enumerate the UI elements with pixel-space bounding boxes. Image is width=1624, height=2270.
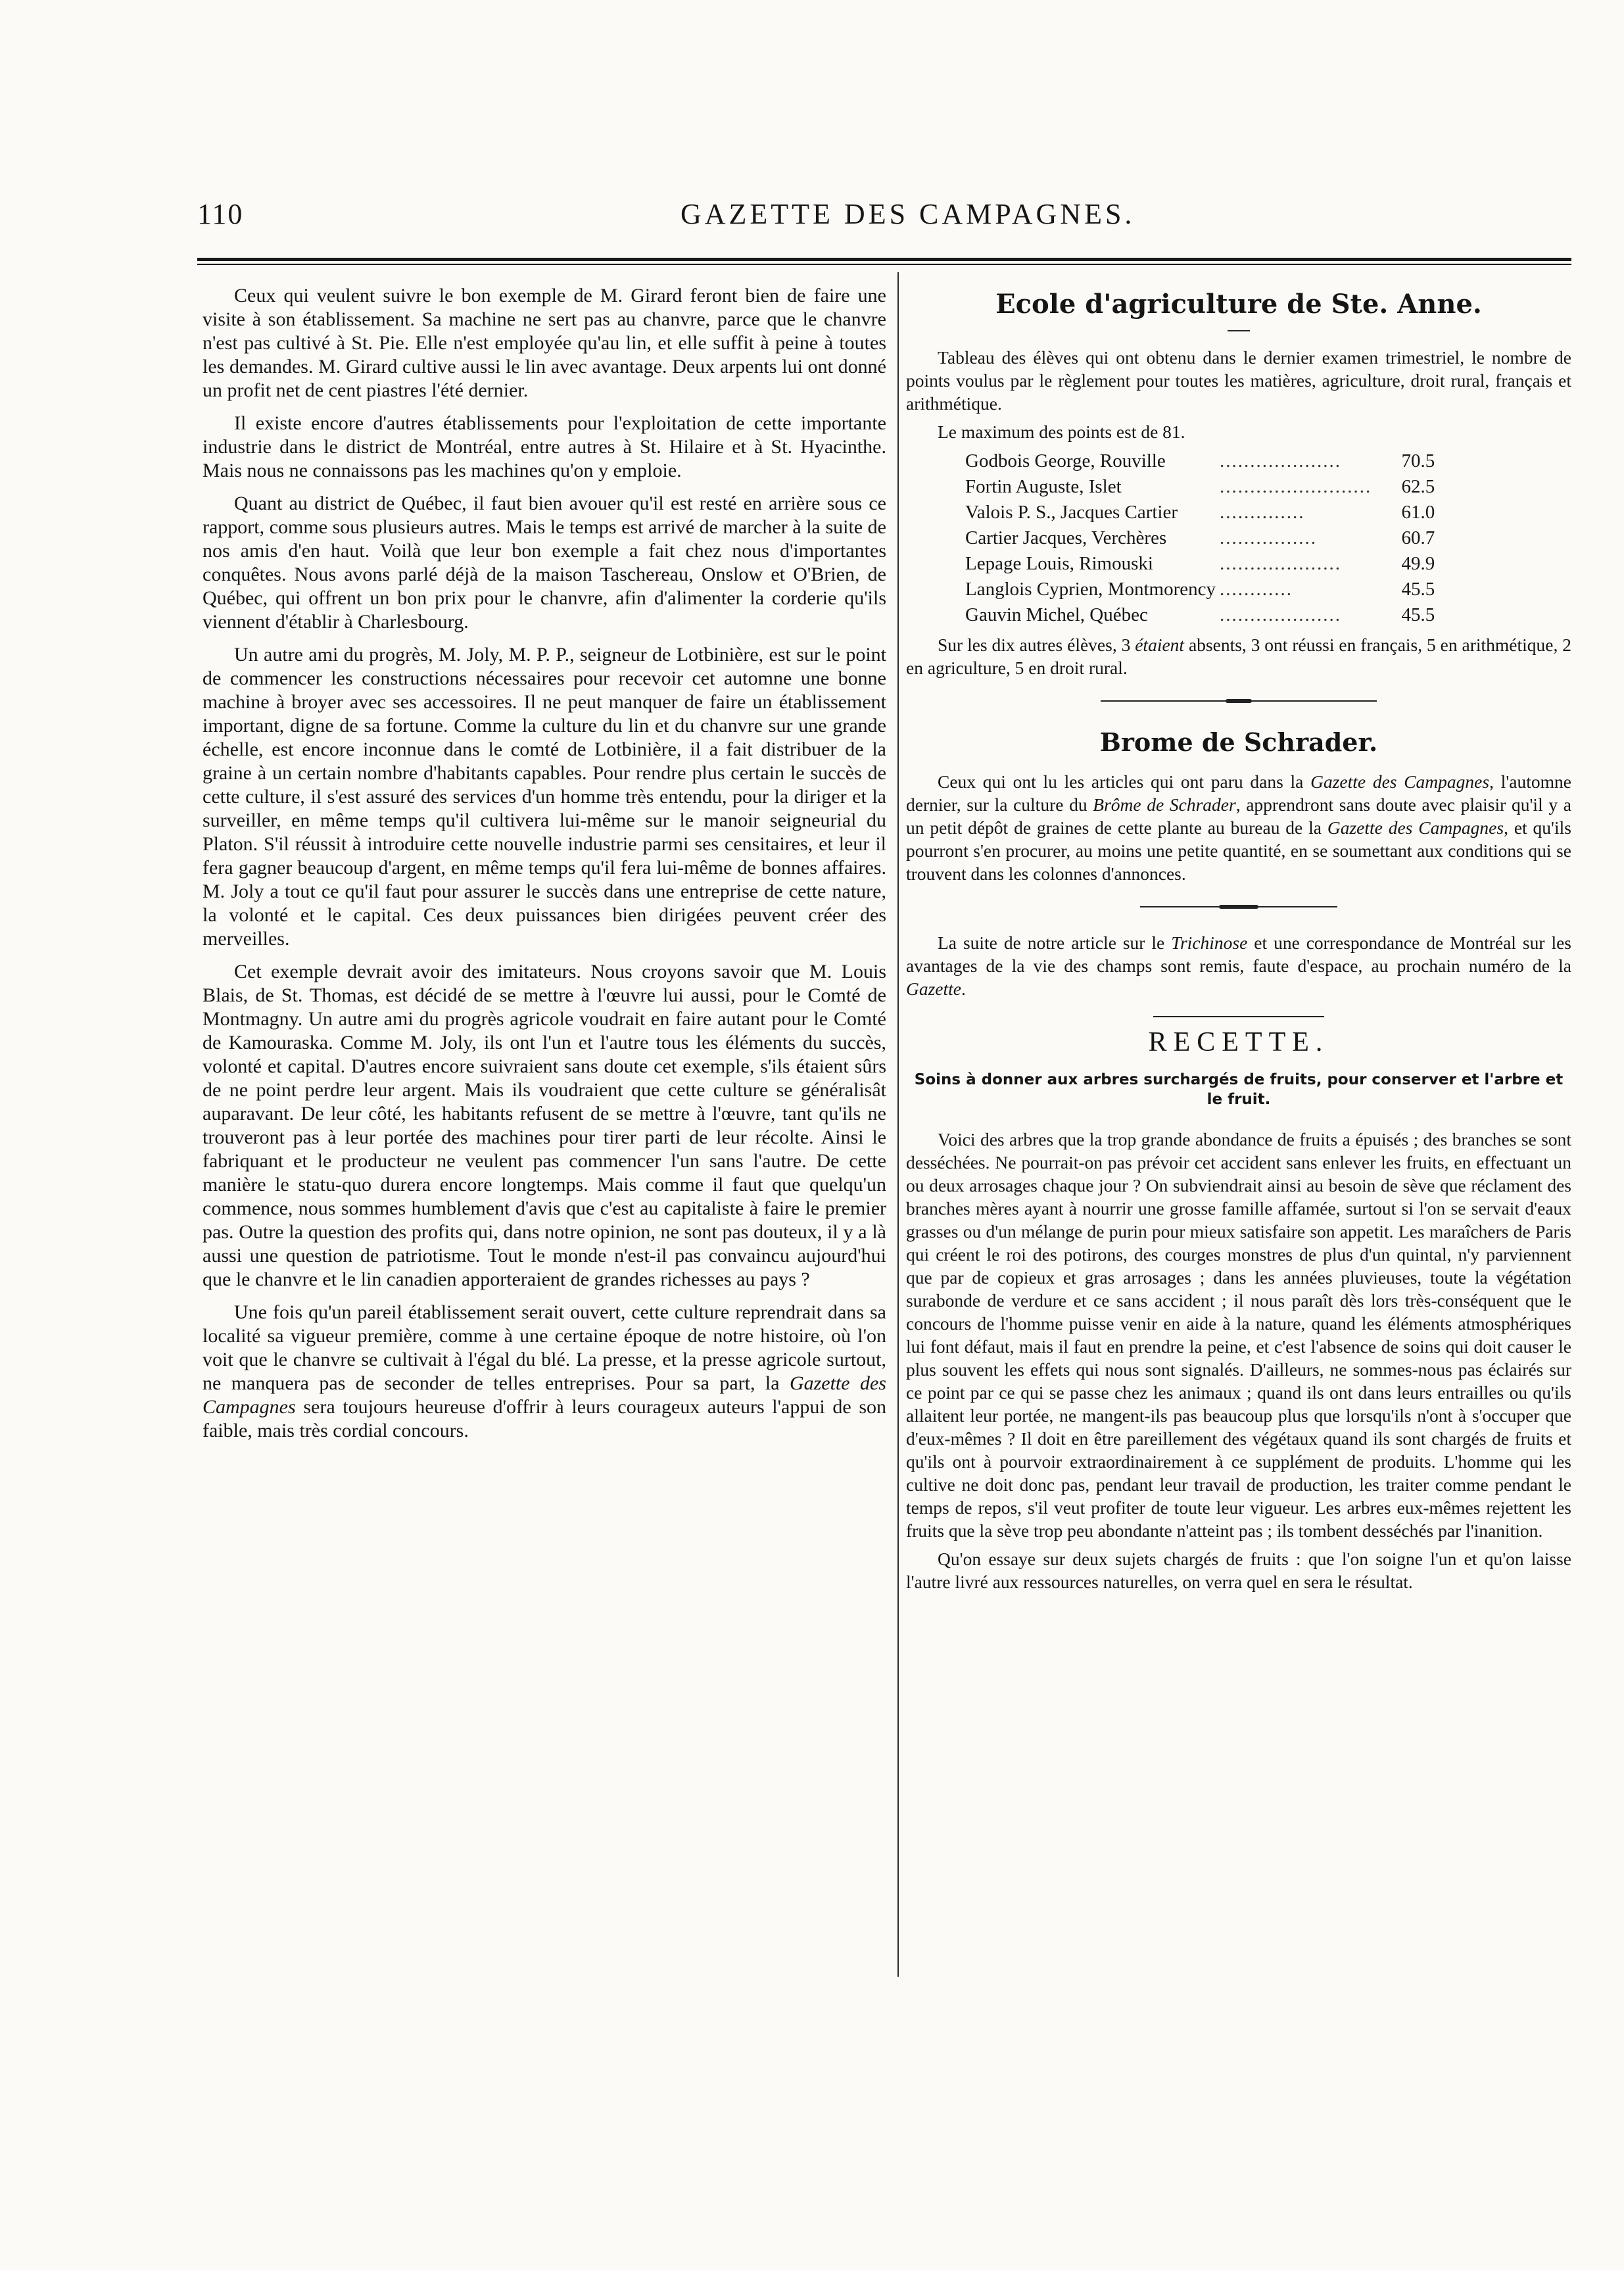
recette-subtitle: Soins à donner aux arbres surchargés de fruits, pour conserver et l'arbre et le fruit. xyxy=(914,1071,1564,1108)
student-score: 61.0 xyxy=(1401,502,1435,523)
text-run: et une correspondance de Montréal sur les avantages de la vie des champs sont remis, faute d'espace, au prochain numéro de la xyxy=(906,932,1571,976)
table-row xyxy=(965,448,1435,474)
leader-dots: ................ xyxy=(1219,527,1317,548)
student-name: Cartier Jacques, Verchères xyxy=(965,527,1167,548)
leader-dots: .................... xyxy=(1219,450,1341,471)
table-row xyxy=(965,602,1435,628)
ornament-divider xyxy=(1140,905,1337,909)
leader-dots: .............. xyxy=(1219,502,1305,523)
student-score: 45.5 xyxy=(1401,579,1435,600)
italic-run: Gazette des Campagnes xyxy=(1310,771,1490,792)
table-row xyxy=(965,500,1435,525)
student-name: Gauvin Michel, Québec xyxy=(965,604,1148,625)
text-run: . xyxy=(961,978,966,999)
text-run: , et qu'ils pourront s'en procurer, au moins une petite quantité, en se soumettant aux conditions qui se trouvent dans les colonnes d'annonces. xyxy=(906,817,1571,884)
leader-dots: ............ xyxy=(1219,579,1293,600)
left-column xyxy=(203,284,886,1452)
table-row xyxy=(965,474,1435,500)
brome-paragraph xyxy=(906,770,1571,885)
student-name: Valois P. S., Jacques Cartier xyxy=(965,502,1178,523)
page-number: 110 xyxy=(197,198,244,230)
right-column xyxy=(906,284,1571,1599)
paragraph: Ceux qui veulent suivre le bon exemple de M. Girard feront bien de faire une visite à son établissement. Sa machine ne sert pas au chanvre, parce que le chanvre n'est pas cultivé à St. Pie. Elle n'est employée qu'au lin, et elle suffit à peine à toutes les demandes. M. Girard cultive aussi le lin avec avantage. Deux arpents lui ont donné un profit net de cent piastres l'été dernier. xyxy=(203,285,886,401)
italic-run: Gazette xyxy=(906,978,962,999)
text-run: La suite de notre article sur le xyxy=(938,932,1172,953)
section-title-brome: Brome de Schrader. xyxy=(1099,727,1378,757)
ecole-outro xyxy=(906,633,1571,679)
student-name: Fortin Auguste, Islet xyxy=(965,476,1122,497)
student-score: 62.5 xyxy=(1401,476,1435,497)
student-name: Lepage Louis, Rimouski xyxy=(965,553,1153,574)
table-row xyxy=(965,577,1435,602)
paragraph: Cet exemple devrait avoir des imitateurs. Nous croyons savoir que M. Louis Blais, de St. Thomas, est décidé de se mettre à l'œuvre lui aussi, pour le Comté de Montmagny. Un autre ami du progrès agricole voudrait en faire autant pour le Comté de Kamouraska. Comme M. Joly, ils ont l'un et l'autre tous les éléments du succès, volonté et capital. D'autres encore suivraient sans doute cet exemple, s'ils étaient sûrs de ne point perdre leur argent. Mais ils voudraient que cette culture se généralisât auparavant. De leur côté, les habitants refusent de se mettre à l'œuvre, tant qu'ils ne trouveront pas à leur portée des machines pour tirer parti de leur récolte. Ainsi le fabriquant et le producteur ne veulent pas commencer l'un sans l'autre. De cette manière le statu-quo durera encore longtemps. Mais comme il faut que quelqu'un commence, nous sommes humblement d'avis que c'est au capitaliste à faire le premier pas. Outre la question des profits qui, dans notre opinion, ne sont pas douteux, il y a là aussi une question de patriotisme. Tout le monde n'est-il pas convaincu aujourd'hui que le chanvre et le lin canadien apporteraient de grandes richesses au pays ? xyxy=(203,961,886,1290)
leader-dots: ......................... xyxy=(1219,476,1372,497)
student-name: Godbois George, Rouville xyxy=(965,450,1166,471)
paragraph-last xyxy=(203,1301,886,1443)
paragraph: Il existe encore d'autres établissements pour l'exploitation de cette importante industrie dans le district de Montréal, entre autres à St. Hilaire et à St. Hyacinthe. Mais nous ne connaissons pas les machines qu'on y emploie. xyxy=(203,412,886,481)
table-row xyxy=(965,551,1435,577)
italic-run: Gazette des Campagnes xyxy=(203,1372,886,1418)
section-title-ecole: Ecole d'agriculture de Ste. Anne. xyxy=(995,289,1482,320)
text-run: , apprendront sans doute avec plaisir qu'il y a un petit dépôt de graines de cette plante au bureau de la xyxy=(906,794,1571,838)
student-name: Langlois Cyprien, Montmorency xyxy=(965,579,1216,600)
ornament-divider xyxy=(1101,699,1377,703)
italic-run: étaient xyxy=(1135,635,1185,655)
notice-paragraph xyxy=(906,931,1571,1000)
ecole-intro: Tableau des élèves qui ont obtenu dans le dernier examen trimestriel, le nombre de points voulus par le règlement pour toutes les matières, agriculture, droit rural, français et arithmétique. xyxy=(906,347,1571,414)
student-score: 60.7 xyxy=(1401,527,1435,548)
italic-run: Gazette des Campagnes xyxy=(1327,817,1504,838)
student-score: 45.5 xyxy=(1401,604,1435,625)
section-rule xyxy=(1153,1016,1324,1017)
section-title-recette: RECETTE. xyxy=(1148,1027,1329,1057)
score-table xyxy=(965,448,1435,628)
header-rule xyxy=(197,258,1571,261)
text-run: Sur les dix autres élèves, 3 xyxy=(938,635,1135,655)
title-dash xyxy=(1228,330,1250,331)
text-run: sera toujours heureuse d'offrir à leurs courageux auteurs l'appui de son faible, mais très cordial concours. xyxy=(203,1396,886,1441)
header-rule-thin xyxy=(197,264,1571,265)
paragraph: Un autre ami du progrès, M. Joly, M. P. P., seigneur de Lotbinière, est sur le point de commencer les constructions nécessaires pour recevoir cet automne une bonne machine à broyer avec ses accessoires. Il ne peut manquer de faire un établissement important, digne de sa fortune. Comme la culture du lin et du chanvre sur une grande échelle, est encore inconnue dans le comté de Lotbinière, il a fait distribuer de la graine à un certain nombre d'habitants capables. Pour rendre plus certain le succès de cette culture, il s'est assuré des services d'un homme très entendu, pour la diriger et la surveiller, en même temps qu'il cultivera lui-même sur le manoir seigneurial du Platon. S'il réussit à introduire cette nouvelle industrie parmi ses censitaires, et leur il fera gagner beaucoup d'argent, en même temps qu'il fera lui-même de bonnes affaires. M. Joly a tout ce qu'il faut pour assurer le succès dans une entreprise de cette nature, la volonté et le capital. Ces deux puissances bien dirigées peuvent créer des merveilles. xyxy=(203,644,886,950)
text-run: , l'automne dernier, sur la culture du xyxy=(906,771,1571,815)
student-score: 70.5 xyxy=(1401,450,1435,471)
table-row xyxy=(965,525,1435,551)
text-run: absents, 3 ont réussi en français, 5 en arithmétique, 2 en agriculture, 5 en droit rural. xyxy=(906,635,1571,678)
newspaper-title: GAZETTE DES CAMPAGNES. xyxy=(681,198,1135,230)
column-divider xyxy=(897,272,899,1977)
ecole-maximum: Le maximum des points est de 81. xyxy=(938,422,1185,442)
italic-run: Brôme de Schrader xyxy=(1093,794,1236,815)
text-run: Une fois qu'un pareil établissement serait ouvert, cette culture reprendrait dans sa localité sa vigueur première, comme à une certaine époque de notre histoire, où l'on voit que le chanvre se cultivait à l'égal du blé. La presse, et la presse agricole surtout, ne manquera pas de seconder de telles entreprises. Pour sa part, la xyxy=(203,1301,886,1394)
text-run: Ceux qui ont lu les articles qui ont paru dans la xyxy=(938,771,1311,792)
leader-dots: .................... xyxy=(1219,604,1341,625)
student-score: 49.9 xyxy=(1401,553,1435,574)
italic-run: Trichinose xyxy=(1171,932,1248,953)
recette-paragraph: Voici des arbres que la trop grande abondance de fruits a épuisés ; des branches se sont desséchées. Ne pourrait-on pas prévoir cet accident sans enlever les fruits, en effectuant un ou deux arrosages chaque jour ? On subviendrait ainsi au besoin de sève que réclament des branches mères ayant à nourrir une grosse famille affamée, surtout si l'on se servait d'eaux grasses ou d'un mélange de purin pour mieux satisfaire son appetit. Les maraîchers de Paris qui créent le roi des potirons, des courges monstres de plus d'un quintal, n'y parviennent que par de copieux et gras arrosages ; dans les années pluvieuses, toute la végétation surabonde de verdure et ce sans accident ; il nous paraît dès lors très-conséquent que le concours de l'homme puisse venir en aide à la nature, quand les éléments atmosphériques lui font défaut, mais il faut en prendre la peine, et c'est l'absence de soins qui doit causer le plus souvent les effets qui nous sont signalés. D'ailleurs, ne sommes-nous pas éclairés sur ce point par ce qui se passe chez les animaux ; quand ils ont dans leurs entrailles ou qu'ils allaitent leur portée, ne mangent-ils pas beaucoup plus que lorsqu'ils n'ont à s'occuper que d'eux-mêmes ? Il doit en être pareillement des végétaux quand ils sont chargés de fruits et qu'ils ont à pourvoir extraordinairement à ce supplément de produits. L'homme qui les cultive ne doit donc pas, pendant leur travail de production, les traiter comme pendant le temps de repos, s'il veut profiter de toute leur vigueur. Les arbres eux-mêmes rejettent les fruits que la sève trop peu abondante n'atteint pas ; ils tombent desséchés par l'inanition. xyxy=(906,1129,1571,1541)
recette-paragraph: Qu'on essaye sur deux sujets chargés de fruits : que l'on soigne l'un et qu'on laisse l'autre livré aux ressources naturelles, on verra quel en sera le résultat. xyxy=(906,1549,1571,1592)
leader-dots: .................... xyxy=(1219,553,1341,574)
paragraph: Quant au district de Québec, il faut bien avouer qu'il est resté en arrière sous ce rapport, comme sous plusieurs autres. Mais le temps est arrivé de marcher à la suite de nos amis d'en haut. Voilà que leur bon exemple a fait chez nous d'importantes conquêtes. Nous avons parlé déjà de la maison Taschereau, Onslow et O'Brien, de Québec, qui offrent un bon prix pour le chanvre, afin d'alimenter la corderie qu'ils viennent d'établir à Charlesbourg. xyxy=(203,493,886,633)
